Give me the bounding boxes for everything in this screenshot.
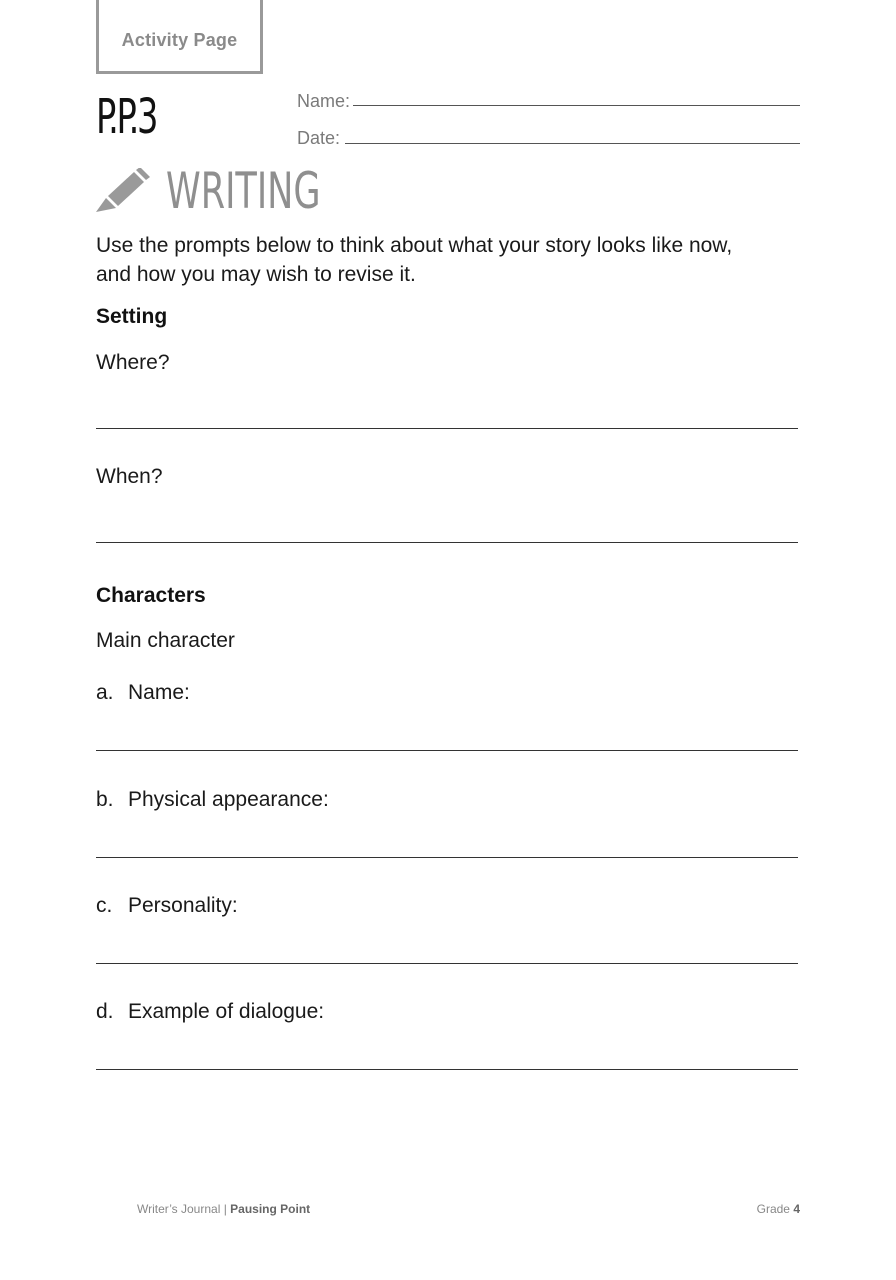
dialogue-prompt: Example of dialogue:: [128, 1000, 325, 1023]
intro-line-1: Use the prompts below to think about what your story looks like now,: [96, 234, 733, 257]
when-prompt: When?: [96, 465, 163, 488]
activity-page-label: Activity Page: [121, 30, 238, 50]
list-marker: b.: [96, 788, 114, 811]
intro-line-2: and how you may wish to revise it.: [96, 263, 416, 286]
list-item: [96, 997, 114, 1026]
intro-text: [96, 231, 732, 289]
pencil-icon: [96, 168, 150, 214]
characters-heading: Characters: [96, 584, 206, 607]
name-answer-line[interactable]: [96, 750, 798, 751]
list-item: [96, 785, 114, 814]
date-field[interactable]: [345, 143, 800, 144]
name-label: Name:: [297, 91, 351, 111]
dialogue-answer-line[interactable]: [96, 1069, 798, 1070]
footer-left: [137, 1202, 310, 1216]
footer-grade-number: 4: [793, 1202, 800, 1216]
list-item: [96, 891, 112, 920]
name-prompt: Name:: [128, 681, 190, 704]
page-code: P.P.3: [96, 89, 157, 145]
setting-heading: Setting: [96, 305, 168, 328]
list-marker: a.: [96, 681, 114, 704]
list-item: [96, 678, 114, 707]
section-title: WRITING: [166, 162, 321, 220]
personality-answer-line[interactable]: [96, 963, 798, 964]
physical-appearance-answer-line[interactable]: [96, 857, 798, 858]
where-prompt: Where?: [96, 351, 170, 374]
name-field[interactable]: [353, 105, 800, 106]
where-answer-line[interactable]: [96, 428, 798, 429]
main-character-subheading: Main character: [96, 629, 235, 652]
when-answer-line[interactable]: [96, 542, 798, 543]
footer-right: [757, 1202, 800, 1216]
list-marker: c.: [96, 894, 113, 917]
list-marker: d.: [96, 1000, 114, 1023]
footer-journal: Writer’s Journal |: [137, 1202, 231, 1216]
physical-appearance-prompt: Physical appearance:: [128, 788, 329, 811]
footer-section: Pausing Point: [230, 1202, 311, 1216]
date-label: Date:: [297, 128, 341, 148]
personality-prompt: Personality:: [128, 894, 238, 917]
footer-grade-label: Grade: [756, 1202, 794, 1216]
activity-page-tab: [96, 0, 263, 74]
